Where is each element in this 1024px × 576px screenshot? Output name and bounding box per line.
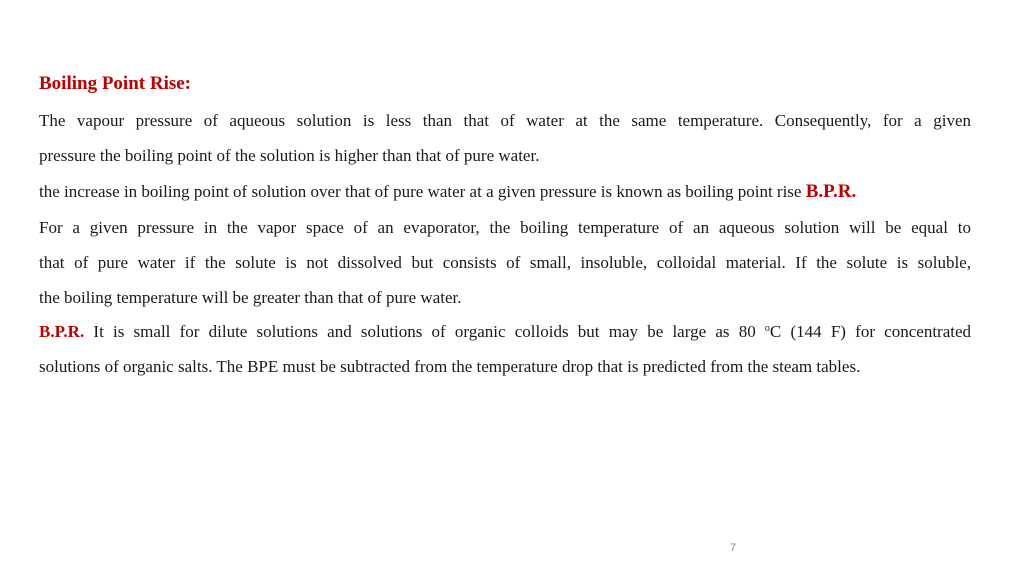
- paragraph-4-line-1: [39, 322, 971, 342]
- paragraph-2: [39, 181, 856, 203]
- paragraph-4-text-after: C (144 F) for concentrated: [769, 322, 972, 341]
- paragraph-3-line-3: the boiling temperature will be greater than that of pure water.: [39, 288, 462, 307]
- page-number: 7: [730, 542, 737, 554]
- degree-superscript: o: [764, 323, 770, 334]
- paragraph-2-text: the increase in boiling point of solution over that of pure water at a given pressure is known as boiling point rise: [39, 182, 802, 201]
- degree-unit: [765, 322, 971, 341]
- bpr-abbreviation-inline: B.P.R.: [39, 322, 85, 341]
- paragraph-3-line-2: that of pure water if the solute is not dissolved but consists of small, insoluble, colloidal material. If the solute is soluble,: [39, 253, 971, 272]
- paragraph-1-line-1: The vapour pressure of aqueous solution is less than that of water at the same temperature. Consequently, for a given: [39, 111, 971, 130]
- slide-title: Boiling Point Rise:: [39, 73, 192, 94]
- paragraph-1-line-2: pressure the boiling point of the solution is higher than that of pure water.: [39, 146, 540, 165]
- bpr-abbreviation: B.P.R.: [805, 181, 857, 202]
- paragraph-4-line-2: solutions of organic salts. The BPE must be subtracted from the temperature drop that is predicted from the steam tables.: [39, 357, 861, 376]
- paragraph-3-line-1: For a given pressure in the vapor space of an evaporator, the boiling temperature of an aqueous solution will be equal to: [39, 218, 971, 237]
- paragraph-4-text: It is small for dilute solutions and solutions of organic colloids but may be large as 80: [93, 322, 756, 341]
